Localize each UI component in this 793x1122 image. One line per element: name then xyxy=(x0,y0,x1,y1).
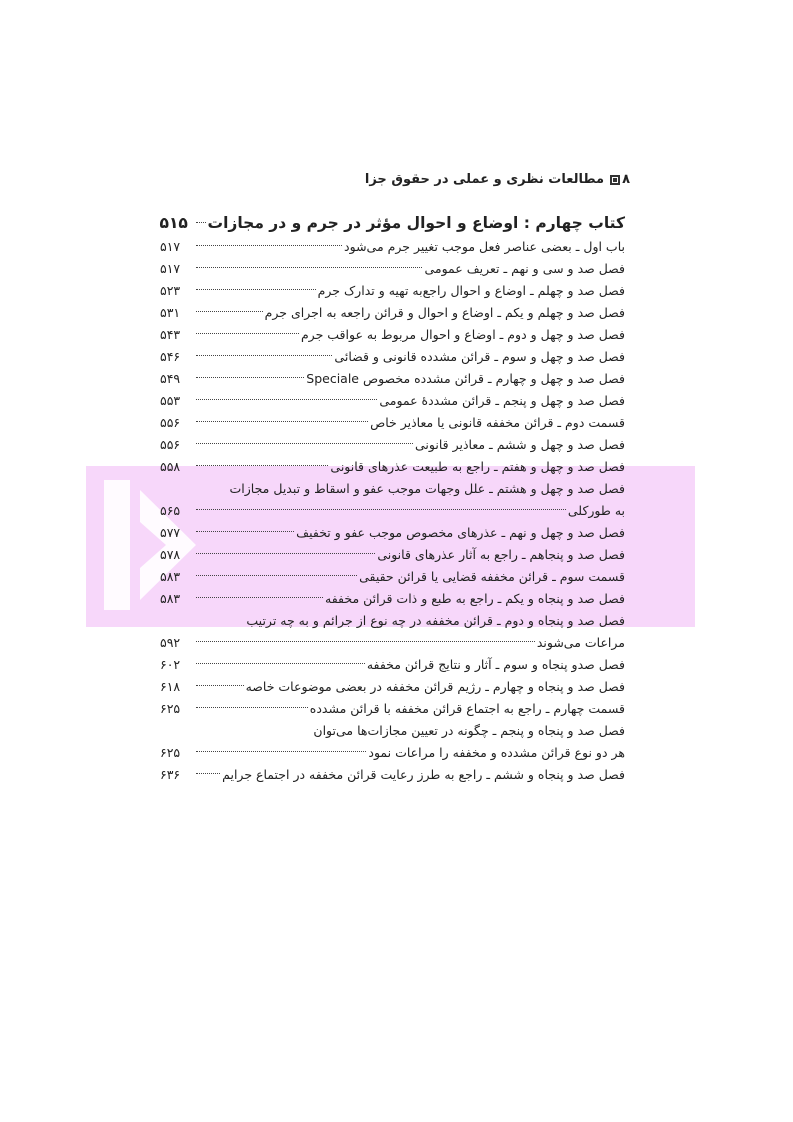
book-square-icon xyxy=(610,175,620,185)
toc-entry xyxy=(160,588,625,610)
toc-entry-text: فصل صد و چهلم و یکم ـ اوضاع و احوال و قرائن راجعه به اجرای جرم xyxy=(264,305,625,320)
toc-entry-page: ۶۰۲ xyxy=(160,657,181,672)
dot-leader xyxy=(196,509,566,510)
toc-entry-text: فصل صدو پنجاه و سوم ـ آثار و نتایج قرائن مخففه xyxy=(366,657,625,672)
toc-entry-page: ۵۴۶ xyxy=(160,349,181,364)
toc-entry-text: قسمت سوم ـ قرائن مخففه قضایی یا قرائن حقیقی xyxy=(359,569,625,584)
running-header-title: مطالعات نظری و عملی در حقوق جزا xyxy=(364,172,605,187)
toc-entry xyxy=(160,346,625,368)
toc-entry xyxy=(160,522,625,544)
toc-entry-page: ۵۷۸ xyxy=(160,547,181,562)
toc-entry xyxy=(160,544,625,566)
dot-leader xyxy=(196,773,220,774)
toc-entries xyxy=(160,236,625,786)
dot-leader xyxy=(196,289,316,290)
dot-leader xyxy=(196,443,413,444)
dot-leader xyxy=(196,399,377,400)
dot-leader xyxy=(196,267,422,268)
dot-leader xyxy=(196,553,375,554)
toc-entry-page: ۵۶۵ xyxy=(160,503,181,518)
toc-entry-page: ۵۴۹ xyxy=(160,371,181,386)
toc-entry xyxy=(160,258,625,280)
dot-leader xyxy=(196,707,308,708)
toc-entry-page: ۵۵۳ xyxy=(160,393,181,408)
toc-entry xyxy=(160,566,625,588)
toc-entry-text: فصل صد و پنجاه و پنجم ـ چگونه در تعیین مجازات‌ها می‌توان xyxy=(313,723,625,738)
toc-entry-page: ۵۸۳ xyxy=(160,591,181,606)
toc-entry-text: قسمت دوم ـ قرائن مخففه قانونی یا معاذیر خاص xyxy=(370,415,625,430)
toc-entry-text: باب اول ـ بعضی عناصر فعل موجب تغییر جرم می‌شود xyxy=(344,239,625,254)
toc-entry-text: فصل صد و پنجاه و دوم ـ قرائن مخففه در چه نوع از جرائم و به چه ترتیب xyxy=(246,613,625,628)
toc-entry xyxy=(160,720,625,742)
toc-entry-text: فصل صد و چهل و ششم ـ معاذیر قانونی xyxy=(415,437,625,452)
dot-leader xyxy=(196,333,299,334)
dot-leader xyxy=(196,222,206,223)
dot-leader xyxy=(196,465,328,466)
toc-entry-text: هر دو نوع قرائن مشدده و مخففه را مراعات نمود xyxy=(368,745,625,760)
toc-entry-text: فصل صد و چهل و هفتم ـ راجع به طبیعت عذرهای قانونی xyxy=(330,459,625,474)
dot-leader xyxy=(196,641,535,642)
toc-entry-page: ۵۴۳ xyxy=(160,327,181,342)
toc-entry-page: ۵۳۱ xyxy=(160,305,181,320)
toc-entry xyxy=(160,654,625,676)
dot-leader xyxy=(196,311,263,312)
toc-heading-text: کتاب چهارم : اوضاع و احوال مؤثر در جرم و در مجازات xyxy=(207,214,625,232)
toc-heading-page: ۵۱۵ xyxy=(159,214,188,232)
toc-entry-page: ۶۱۸ xyxy=(160,679,181,694)
toc-entry-page: ۵۸۳ xyxy=(160,569,181,584)
toc-entry-text: فصل صد و پنجاه و ششم ـ راجع به طرز رعایت قرائن مخففه در اجتماع جرایم xyxy=(222,767,625,782)
dot-leader xyxy=(196,751,366,752)
toc-entry-text: فصل صد و پنجاه و یکم ـ راجع به طبع و ذات قرائن مخففه xyxy=(325,591,625,606)
toc-entry xyxy=(160,368,625,390)
toc-entry-text: فصل صد و چهل و سوم ـ قرائن مشدده قانونی و قضائی xyxy=(334,349,625,364)
toc-entry-page: ۵۵۸ xyxy=(160,459,181,474)
toc-entry-text: فصل صد و چهلم ـ اوضاع و احوال راجع‌به تهیه و تدارک جرم xyxy=(317,283,625,298)
dot-leader xyxy=(196,377,304,378)
toc-entry-text: به طورکلی xyxy=(567,503,625,518)
dot-leader xyxy=(196,597,323,598)
toc-entry-page: ۵۲۳ xyxy=(160,283,181,298)
toc-entry-text: فصل صد و پنجاه و چهارم ـ رژیم قرائن مخففه در بعضی موضوعات خاصه xyxy=(245,679,625,694)
toc-entry xyxy=(160,698,625,720)
toc-heading xyxy=(160,210,625,236)
toc-entry-text: قسمت چهارم ـ راجع به اجتماع قرائن مخففه با قرائن مشدده xyxy=(309,701,625,716)
toc-entry xyxy=(160,742,625,764)
toc-entry xyxy=(160,632,625,654)
toc-entry xyxy=(160,478,625,500)
toc-entry-page: ۵۱۷ xyxy=(160,239,181,254)
toc-entry xyxy=(160,434,625,456)
table-of-contents xyxy=(160,210,625,786)
page-number: ۸ xyxy=(622,172,630,187)
toc-entry-page: ۶۲۵ xyxy=(160,701,181,716)
toc-entry xyxy=(160,764,625,786)
dot-leader xyxy=(196,355,332,356)
toc-entry-text: فصل صد و چهل و دوم ـ اوضاع و احوال مربوط به عواقب جرم xyxy=(300,327,625,342)
toc-entry-text: مراعات می‌شوند xyxy=(536,635,625,650)
toc-entry-page: ۵۵۶ xyxy=(160,415,181,430)
toc-entry-text: فصل صد و سی و نهم ـ تعریف عمومی xyxy=(424,261,625,276)
toc-entry xyxy=(160,676,625,698)
toc-entry-text: فصل صد و پنجاهم ـ راجع به آثار عذرهای قانونی xyxy=(377,547,625,562)
dot-leader xyxy=(196,575,357,576)
toc-entry-page: ۶۲۵ xyxy=(160,745,181,760)
toc-entry xyxy=(160,324,625,346)
toc-entry-text: فصل صد و چهل و پنجم ـ قرائن مشددهٔ عمومی xyxy=(379,393,625,408)
toc-entry-page: ۶۳۶ xyxy=(160,767,181,782)
toc-entry xyxy=(160,456,625,478)
toc-entry xyxy=(160,412,625,434)
dot-leader xyxy=(196,685,244,686)
running-header xyxy=(160,172,630,187)
dot-leader xyxy=(196,245,342,246)
toc-entry xyxy=(160,390,625,412)
dot-leader xyxy=(196,421,368,422)
toc-entry-page: ۵۱۷ xyxy=(160,261,181,276)
toc-entry xyxy=(160,610,625,632)
toc-entry-text: فصل صد و چهل و نهم ـ عذرهای مخصوص موجب عفو و تخفیف xyxy=(296,525,625,540)
dot-leader xyxy=(196,663,365,664)
toc-entry-page: ۵۹۲ xyxy=(160,635,181,650)
toc-entry-page: ۵۵۶ xyxy=(160,437,181,452)
toc-entry xyxy=(160,500,625,522)
toc-entry-text: فصل صد و چهل و هشتم ـ علل وجهات موجب عفو و اسقاط و تبدیل مجازات xyxy=(229,481,625,496)
toc-entry xyxy=(160,302,625,324)
toc-entry xyxy=(160,236,625,258)
dot-leader xyxy=(196,531,294,532)
toc-entry xyxy=(160,280,625,302)
toc-entry-text: فصل صد و چهل و چهارم ـ قرائن مشدده مخصوص Speciale xyxy=(306,371,625,386)
toc-entry-page: ۵۷۷ xyxy=(160,525,181,540)
